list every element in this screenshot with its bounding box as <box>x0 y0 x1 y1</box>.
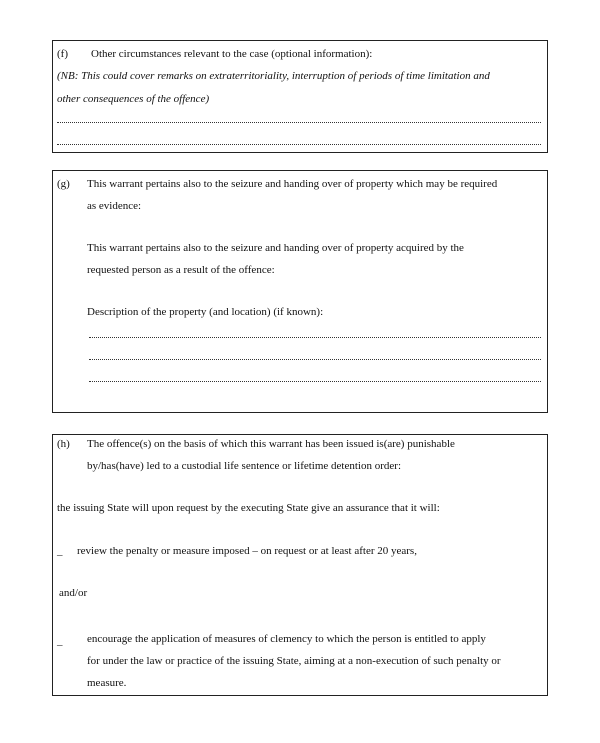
section-g-box <box>52 170 548 413</box>
section-h-conjunction: and/or <box>59 587 88 599</box>
section-g-acquired-line1: This warrant pertains also to the seizure and handing over of property acquired by the <box>87 242 464 254</box>
section-f-label: (f) <box>57 48 68 60</box>
section-f-fill-line-2 <box>57 143 541 145</box>
section-g-fill-line-3 <box>89 380 541 382</box>
section-h-intro-line2: by/has(have) led to a custodial life sentence or lifetime detention order: <box>87 460 401 472</box>
section-h-option2-marker: _ <box>57 635 63 647</box>
section-g-description-label: Description of the property (and location) (if known): <box>87 306 324 318</box>
section-f-fill-line-1 <box>57 121 541 123</box>
section-g-fill-line-1 <box>89 336 541 338</box>
section-g-label: (g) <box>57 178 70 190</box>
section-f-note-line2: other consequences of the offence) <box>57 93 210 105</box>
section-f-heading: Other circumstances relevant to the case (optional information): <box>91 48 373 60</box>
section-h-option1-marker: _ <box>57 545 63 557</box>
section-h-label: (h) <box>57 438 70 450</box>
section-h-intro-line1: The offence(s) on the basis of which this warrant has been issued is(are) punishable <box>87 438 455 450</box>
section-h-assurance: the issuing State will upon request by the executing State give an assurance that it will: <box>57 502 440 514</box>
section-h-option1-text: review the penalty or measure imposed – on request or at least after 20 years, <box>77 545 417 557</box>
section-g-fill-line-2 <box>89 358 541 360</box>
section-f-note-line1: (NB: This could cover remarks on extraterritoriality, interruption of periods of time limitation and <box>57 70 490 82</box>
section-g-evidence-line2: as evidence: <box>87 200 142 212</box>
section-f-box <box>52 40 548 153</box>
section-g-evidence-line1: This warrant pertains also to the seizure and handing over of property which may be required <box>87 178 498 190</box>
section-h-option2-line2: for under the law or practice of the issuing State, aiming at a non-execution of such penalty or <box>87 655 501 667</box>
section-h-box <box>52 434 548 696</box>
section-h-option2-line1: encourage the application of measures of clemency to which the person is entitled to apply <box>87 633 486 645</box>
section-g-acquired-line2: requested person as a result of the offence: <box>87 264 275 276</box>
section-h-option2-line3: measure. <box>87 677 127 689</box>
